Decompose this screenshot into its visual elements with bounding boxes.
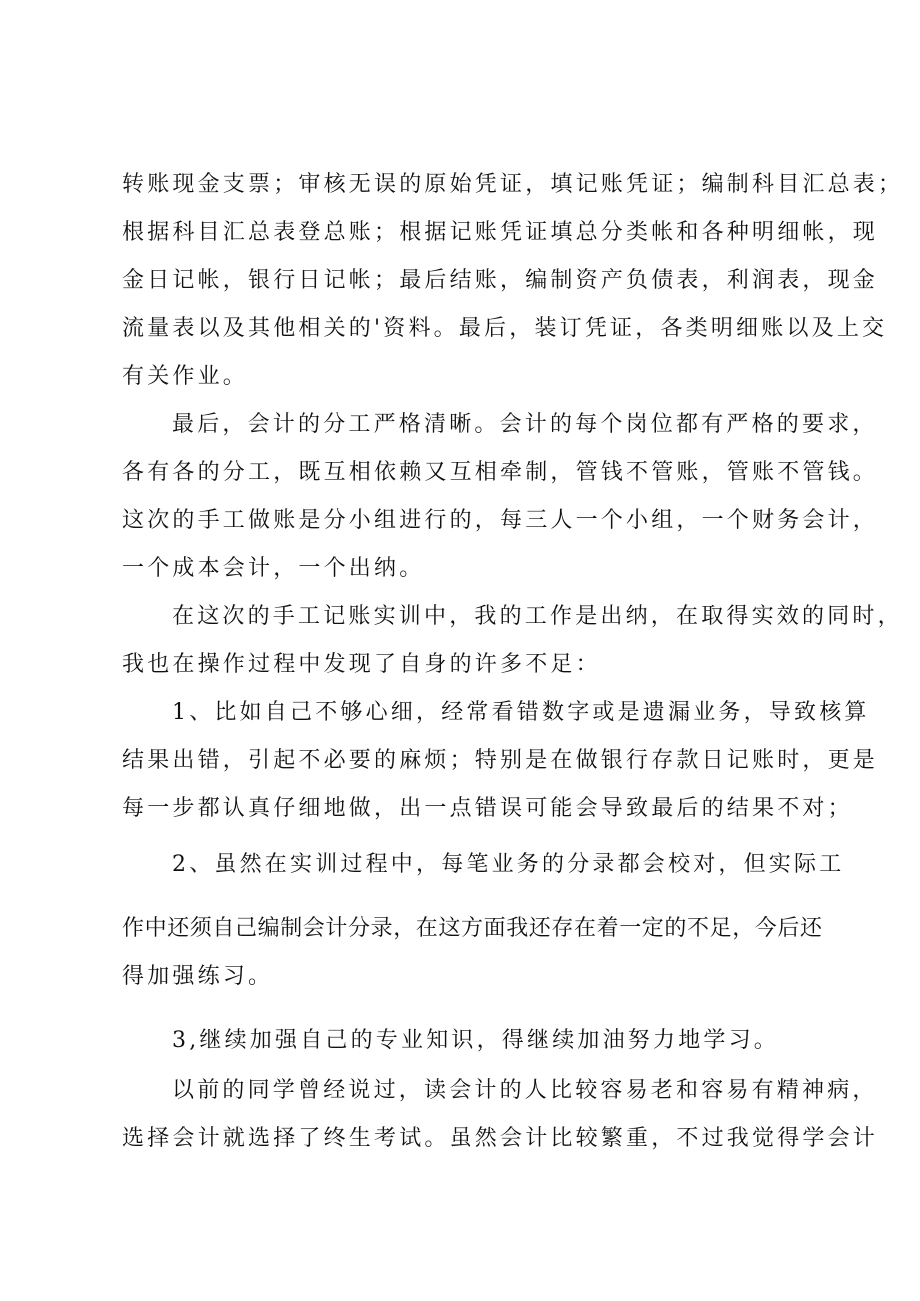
- text-line-3: 金日记帐，银行日记帐；最后结账，编制资产负债表，利润表，现金: [122, 268, 879, 293]
- text-line-20: 选择会计就选择了终生考试。虽然会计比较繁重，不过我觉得学会计: [122, 1126, 879, 1151]
- text-line-1: 转账现金支票；审核无误的原始凭证，填记账凭证；编制科目汇总表；: [122, 172, 904, 197]
- list-item-1-first-line: 1、比如自己不够心细，经常看错数字或是遗漏业务，导致核算: [172, 700, 870, 725]
- text-line-4: 流量表以及其他相关的'资料。最后，装订凭证，各类明细账以及上交: [122, 316, 888, 341]
- text-line-5: 有关作业。: [122, 364, 249, 389]
- text-line-2: 根据科目汇总表登总账；根据记账凭证填总分类帐和各种明细帐，现: [122, 220, 879, 245]
- list-item-2-first-line: 2、虽然在实训过程中，每笔业务的分录都会校对，但实际工: [172, 852, 845, 877]
- text-line-7: 各有各的分工，既互相依赖又互相牵制，管钱不管账，管账不管钱。: [122, 460, 879, 485]
- paragraph-last-first-line: 以前的同学曾经说过，读会计的人比较容易老和容易有精神病，: [172, 1078, 878, 1103]
- text-line-16: 作中还须自己编制会计分录，在这方面我还存在着一定的不足，今后还: [122, 916, 823, 941]
- text-line-14: 每一步都认真仔细地做，出一点错误可能会导致最后的结果不对；: [122, 796, 853, 821]
- text-line-13: 结果出错，引起不必要的麻烦；特别是在做银行存款日记账时，更是: [122, 748, 879, 773]
- text-line-9: 一个成本会计，一个出纳。: [122, 556, 425, 581]
- text-line-11: 我也在操作过程中发现了自身的许多不足：: [122, 652, 601, 677]
- list-item-3: 3,继续加强自己的专业知识，得继续加油努力地学习。: [172, 1028, 779, 1053]
- paragraph-3-first-line: 在这次的手工记账实训中，我的工作是出纳，在取得实效的同时，: [172, 604, 903, 629]
- text-line-8: 这次的手工做账是分小组进行的，每三人一个小组，一个财务会计，: [122, 508, 879, 533]
- text-line-17: 得加强练习。: [122, 964, 274, 989]
- paragraph-2-first-line: 最后，会计的分工严格清晰。会计的每个岗位都有严格的要求，: [172, 412, 878, 437]
